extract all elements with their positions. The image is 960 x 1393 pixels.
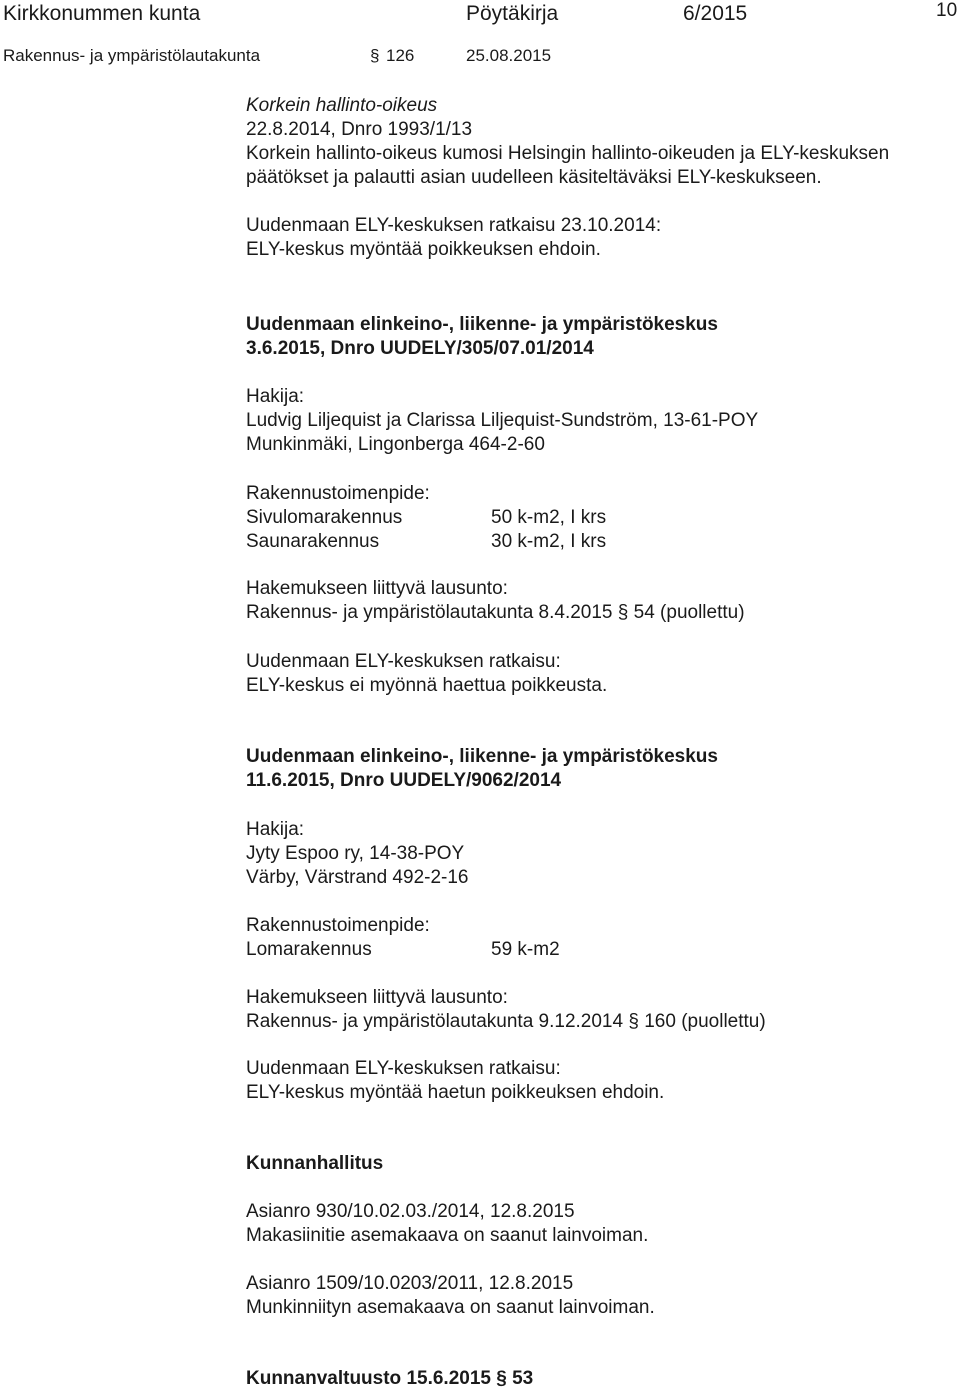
- meeting-date: 25.08.2015: [466, 46, 552, 65]
- case1-heading-authority: Uudenmaan elinkeino-, liikenne- ja ympäristökeskus: [246, 314, 718, 335]
- kunnanhallitus-item: [246, 1200, 648, 1248]
- case1-heading-ref: 3.6.2015, Dnro UUDELY/305/07.01/2014: [246, 338, 594, 359]
- kho-reference: 22.8.2014, Dnro 1993/1/13: [246, 119, 473, 140]
- case1-decision: [246, 650, 607, 698]
- ely-decision-title: Uudenmaan ELY-keskuksen ratkaisu 23.10.2014:: [246, 215, 662, 236]
- measure-row: [246, 530, 607, 554]
- applicant-name: Jyty Espoo ry, 14-38-POY: [246, 843, 465, 864]
- measure-label: Rakennustoimenpide:: [246, 483, 430, 504]
- case2-heading: [246, 745, 718, 793]
- ely-decision-section: [246, 214, 661, 262]
- kunnanvaltuusto-title: Kunnanvaltuusto 15.6.2015 § 53: [246, 1368, 534, 1389]
- measure-name: Saunarakennus: [246, 531, 380, 552]
- applicant-name: Ludvig Liljequist ja Clarissa Liljequist-Sundström, 13-61-POY: [246, 410, 759, 431]
- kunnanhallitus-title: Kunnanhallitus: [246, 1153, 384, 1174]
- measure-name: Lomarakennus: [246, 939, 372, 960]
- case2-statement: [246, 986, 766, 1034]
- board-name: Rakennus- ja ympäristölautakunta: [3, 46, 261, 65]
- section-mark: §: [370, 46, 380, 65]
- statement-label: Hakemukseen liittyvä lausunto:: [246, 578, 508, 599]
- municipality-name: Kirkkonummen kunta: [3, 2, 201, 25]
- section-number: 126: [386, 46, 415, 65]
- applicant-location: Värby, Värstrand 492-2-16: [246, 867, 469, 888]
- case2-applicant: [246, 818, 469, 890]
- measure-size: 59 k-m2: [491, 939, 560, 960]
- statement-text: Rakennus- ja ympäristölautakunta 8.4.2015 § 54 (puollettu): [246, 602, 745, 623]
- measure-label: Rakennustoimenpide:: [246, 915, 430, 936]
- statement-label: Hakemukseen liittyvä lausunto:: [246, 987, 508, 1008]
- case1-statement: [246, 577, 745, 625]
- applicant-label: Hakija:: [246, 819, 305, 840]
- ely-decision-text: ELY-keskus myöntää poikkeuksen ehdoin.: [246, 239, 601, 260]
- applicant-location: Munkinmäki, Lingonberga 464-2-60: [246, 434, 545, 455]
- item-text: Makasiinitie asemakaava on saanut lainvoiman.: [246, 1225, 649, 1246]
- measure-size: 30 k-m2, I krs: [491, 531, 607, 552]
- decision-label: Uudenmaan ELY-keskuksen ratkaisu:: [246, 1058, 561, 1079]
- kho-text-line: päätökset ja palautti asian uudelleen käsiteltäväksi ELY-keskukseen.: [246, 167, 822, 188]
- case1-measures: [246, 482, 607, 554]
- case1-applicant: [246, 385, 758, 457]
- item-text: Munkinniityn asemakaava on saanut lainvoiman.: [246, 1297, 655, 1318]
- item-reference: Asianro 930/10.02.03./2014, 12.8.2015: [246, 1201, 575, 1222]
- kho-title: Korkein hallinto-oikeus: [246, 95, 438, 116]
- measure-row: [246, 938, 560, 962]
- measure-size: 50 k-m2, I krs: [491, 507, 607, 528]
- kho-text-line: Korkein hallinto-oikeus kumosi Helsingin hallinto-oikeuden ja ELY-keskuksen: [246, 143, 890, 164]
- measure-row: [246, 506, 607, 530]
- section-mark: §: [628, 1011, 639, 1032]
- item-reference: Asianro 1509/10.0203/2011, 12.8.2015: [246, 1273, 574, 1294]
- case2-decision: [246, 1057, 664, 1105]
- case1-heading: [246, 313, 718, 361]
- applicant-label: Hakija:: [246, 386, 305, 407]
- case2-measures: [246, 914, 560, 962]
- section-mark: §: [617, 602, 629, 623]
- statement-text: Rakennus- ja ympäristölautakunta 9.12.2014 § 160 (puollettu): [246, 1011, 766, 1032]
- section-mark: §: [496, 1368, 507, 1389]
- decision-text: ELY-keskus ei myönnä haettua poikkeusta.: [246, 675, 608, 696]
- document-number: 6/2015: [683, 2, 748, 25]
- case2-heading-authority: Uudenmaan elinkeino-, liikenne- ja ympäristökeskus: [246, 746, 718, 767]
- case2-heading-ref: 11.6.2015, Dnro UUDELY/9062/2014: [246, 770, 562, 791]
- page-number: 10: [936, 0, 958, 21]
- document-type: Pöytäkirja: [466, 2, 559, 25]
- decision-label: Uudenmaan ELY-keskuksen ratkaisu:: [246, 651, 561, 672]
- kho-section: [246, 94, 889, 190]
- kunnanhallitus-item: [246, 1272, 655, 1320]
- decision-text: ELY-keskus myöntää haetun poikkeuksen ehdoin.: [246, 1082, 665, 1103]
- measure-name: Sivulomarakennus: [246, 507, 403, 528]
